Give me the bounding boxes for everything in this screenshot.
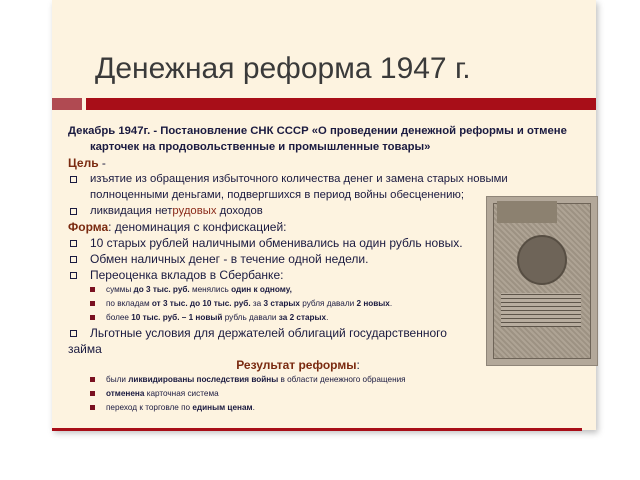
bullet-icon bbox=[70, 240, 77, 247]
form-item-2 bbox=[68, 251, 528, 267]
bullet-icon bbox=[70, 272, 77, 279]
sub-bullet-icon bbox=[90, 315, 95, 320]
goal-item-1 bbox=[68, 171, 528, 187]
sub-text: до 3 тыс. руб. bbox=[133, 285, 190, 294]
sub-text: по вкладам bbox=[106, 299, 152, 308]
goal-suffix: - bbox=[98, 156, 106, 170]
goal-item-2-a: ликвидация нет bbox=[90, 205, 173, 217]
result-heading bbox=[68, 357, 528, 373]
sub-bullet-icon bbox=[90, 301, 95, 306]
result-text: единым ценам bbox=[192, 403, 253, 412]
decree-line-2: карточек на продовольственные и промышленные товары» bbox=[90, 141, 431, 153]
banknote-image bbox=[486, 196, 598, 366]
result-suffix: : bbox=[356, 358, 360, 372]
decree-line bbox=[68, 123, 567, 139]
sub-text: за 2 старых bbox=[278, 313, 327, 322]
bullet-icon bbox=[70, 176, 77, 183]
slide-content bbox=[68, 123, 567, 415]
result-text: ликвидированы последствия войны bbox=[128, 375, 279, 384]
form-text: : деноминация с конфискацией: bbox=[108, 220, 287, 234]
goal-item-1-cont: полноценными деньгами, подвергшихся в период войны обесценению; bbox=[90, 189, 465, 201]
form-heading bbox=[68, 219, 528, 235]
sub-text: более bbox=[106, 313, 132, 322]
sub-text: рубль давали bbox=[222, 313, 279, 322]
bullet-icon bbox=[70, 330, 77, 337]
bullet-icon bbox=[70, 208, 77, 215]
slide-title: Денежная реформа 1947 г. bbox=[95, 52, 471, 85]
result-item-2 bbox=[68, 387, 528, 401]
result-text: в области денежного обращения bbox=[278, 375, 406, 384]
decree-date: Декабрь 1947г. bbox=[68, 125, 151, 137]
sub-text: от 3 тыс. до 10 тыс. руб. bbox=[151, 299, 251, 308]
form-item-3 bbox=[68, 267, 528, 283]
result-text: . bbox=[252, 403, 255, 412]
form-item-1 bbox=[68, 235, 528, 251]
sub-text: . bbox=[326, 313, 329, 322]
bottom-accent-line bbox=[52, 428, 582, 431]
sub-text: один к одному, bbox=[231, 285, 292, 294]
form-item-3-text: Переоценка вкладов в Сбербанке: bbox=[90, 268, 284, 282]
bullet-icon bbox=[70, 256, 77, 263]
banknote-header bbox=[497, 201, 557, 223]
sub-text: 2 новых bbox=[356, 299, 390, 308]
result-item-1 bbox=[68, 373, 528, 387]
sub-text: рубля давали bbox=[299, 299, 357, 308]
deposit-sub-item-1 bbox=[68, 283, 528, 297]
result-text: отменена bbox=[106, 389, 145, 398]
form-item-1-text: 10 старых рублей наличными обменивались на один рубль новых. bbox=[90, 236, 463, 250]
goal-label: Цель bbox=[68, 156, 99, 170]
sub-bullet-icon bbox=[90, 287, 95, 292]
banknote-text-block bbox=[501, 293, 581, 327]
result-label: Результат реформы bbox=[236, 358, 357, 372]
result-text: были bbox=[106, 375, 129, 384]
result-item-3 bbox=[68, 401, 528, 415]
result-text: карточная система bbox=[144, 389, 219, 398]
emblem-icon bbox=[517, 235, 567, 285]
sub-text: менялись bbox=[189, 285, 232, 294]
bonds-item bbox=[68, 325, 528, 341]
sub-bullet-icon bbox=[90, 405, 95, 410]
goal-heading bbox=[68, 155, 528, 171]
decree-text: - Постановление СНК СССР «О проведении денежной реформы и отмене bbox=[150, 125, 567, 137]
sub-bullet-icon bbox=[90, 377, 95, 382]
form-label: Форма bbox=[68, 220, 109, 234]
goal-item-2-b: рудовых bbox=[172, 205, 217, 217]
goal-item-2-c: доходов bbox=[216, 205, 263, 217]
result-text: переход к торговле по bbox=[106, 403, 193, 412]
sub-text: . bbox=[389, 299, 393, 308]
sub-text: 10 тыс. руб. – 1 новый bbox=[131, 313, 223, 322]
bonds-item-cont: займа bbox=[68, 342, 102, 356]
deposit-sub-item-2 bbox=[68, 297, 528, 311]
sub-text: 3 старых bbox=[263, 299, 300, 308]
title-divider-left bbox=[52, 98, 82, 110]
sub-text: за bbox=[250, 299, 264, 308]
goal-item-2 bbox=[68, 203, 528, 219]
sub-text: суммы bbox=[106, 285, 134, 294]
sub-bullet-icon bbox=[90, 391, 95, 396]
goal-item-1-text: изъятие из обращения избыточного количества денег и замена старых новыми bbox=[90, 173, 508, 185]
form-item-2-text: Обмен наличных денег - в течение одной недели. bbox=[90, 252, 369, 266]
bonds-text: Льготные условия для держателей облигаций государственного bbox=[90, 326, 447, 340]
title-divider bbox=[86, 98, 596, 110]
deposit-sub-item-3 bbox=[68, 311, 528, 325]
